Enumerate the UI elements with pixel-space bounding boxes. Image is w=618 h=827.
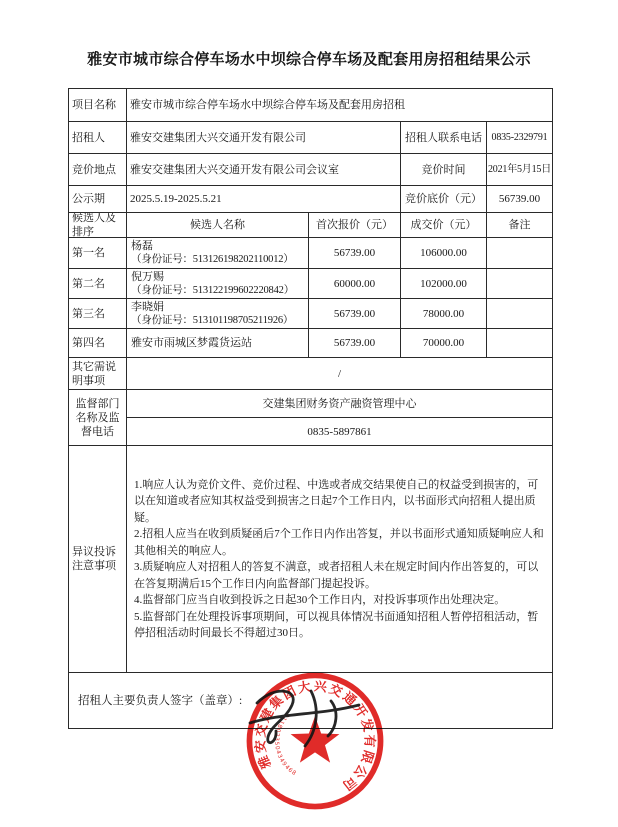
floor-price-label: 竞价底价（元）: [401, 186, 487, 213]
first-offer-header: 首次报价（元）: [309, 213, 401, 238]
candidate-name-cell: [127, 269, 309, 299]
candidate-deal-price: 102000.00: [401, 269, 487, 299]
objection-label: 异议投诉注意事项: [69, 446, 127, 673]
candidate-name-cell: [127, 299, 309, 329]
handwritten-signature: [247, 683, 375, 753]
publicity-value: 2025.5.19-2025.5.21: [127, 186, 401, 213]
lessor-label: 招租人: [69, 122, 127, 154]
lessor-phone-label: 招租人联系电话: [401, 122, 487, 154]
objection-item: 3.质疑响应人对招租人的答复不满意，或者招租人未在规定时间内作出答复的，可以在答复期满后15个工作日内向监督部门提起投诉。: [134, 561, 539, 590]
signature-stroke: [250, 705, 359, 723]
candidate-first-offer: 56739.00: [309, 299, 401, 329]
supervision-phone: 0835-5897861: [127, 418, 553, 446]
candidate-deal-price: 70000.00: [401, 329, 487, 358]
candidate-remark: [487, 299, 553, 329]
candidate-rank: 第四名: [69, 329, 127, 358]
candidate-deal-price: 106000.00: [401, 238, 487, 269]
document-title: 雅安市城市综合停车场水中坝综合停车场及配套用房招租结果公示: [87, 52, 531, 68]
remark-header: 备注: [487, 213, 553, 238]
seal-number-text: 5118023504349468: [273, 711, 298, 778]
candidate-deal-price: 78000.00: [401, 299, 487, 329]
candidate-first-offer: 56739.00: [309, 238, 401, 269]
supervision-label: 监督部门名称及监督电话: [69, 390, 127, 446]
rank-header: 候选人及排序: [69, 213, 127, 238]
objection-item: 1.响应人认为竞价文件、竞价过程、中选或者成交结果使自己的权益受到损害的，可以在知道或者应知其权益受到损害之日起7个工作日内，以书面形式向招租人提出质疑。: [134, 478, 539, 524]
deal-price-header: 成交价（元）: [401, 213, 487, 238]
objection-item: 4.监督部门应当自收到投诉之日起30个工作日内，对投诉事项作出处理决定。: [134, 594, 506, 606]
candidate-name: 李晓娟: [131, 300, 164, 313]
result-table: [68, 88, 553, 729]
candidate-name-cell: [127, 238, 309, 269]
candidate-remark: [487, 238, 553, 269]
floor-price-value: 56739.00: [487, 186, 553, 213]
candidate-first-offer: 56739.00: [309, 329, 401, 358]
candidate-rank: 第三名: [69, 299, 127, 329]
supervision-dept: 交建集团财务资产融资管理中心: [127, 390, 553, 418]
candidate-id: （身份证号：513126198202110012）: [131, 254, 294, 265]
project-name-value: 雅安市城市综合停车场水中坝综合停车场及配套用房招租: [127, 89, 553, 122]
candidate-id: （身份证号：513101198705211926）: [131, 314, 294, 326]
candidate-rank: 第一名: [69, 238, 127, 269]
project-name-label: 项目名称: [69, 89, 127, 122]
candidate-rank: 第二名: [69, 269, 127, 299]
candidate-first-offer: 60000.00: [309, 269, 401, 299]
objection-item: 5.监督部门在处理投诉事项期间，可以视具体情况书面通知招租人暂停招租活动，暂停招租活动时间最长不得超过30日。: [134, 610, 539, 639]
candidate-name-cell: [127, 329, 309, 358]
candidate-name-header: 候选人名称: [127, 213, 309, 238]
other-notes-label: 其它需说明事项: [69, 358, 127, 390]
objection-notes: [127, 446, 553, 673]
bid-time-label: 竞价时间: [401, 154, 487, 186]
lessor-value: 雅安交建集团大兴交通开发有限公司: [127, 122, 401, 154]
signature-stroke: [328, 701, 336, 736]
candidate-name: 雅安市雨城区梦霞货运站: [131, 337, 252, 349]
seal-company-text: 雅安交建集团大兴交通开发有限公司: [253, 679, 377, 794]
candidate-remark: [487, 269, 553, 299]
candidate-name: 倪万赐: [131, 270, 164, 283]
objection-item: 2.招租人应当在收到质疑函后7个工作日内作出答复，并以书面形式通知质疑响应人和其他相关的响应人。: [134, 528, 544, 557]
candidate-remark: [487, 329, 553, 358]
bid-time-value: 2021年5月15日: [487, 154, 553, 186]
venue-value: 雅安交建集团大兴交通开发有限公司会议室: [127, 154, 401, 186]
other-notes-value: /: [127, 358, 553, 390]
publicity-label: 公示期: [69, 186, 127, 213]
venue-label: 竞价地点: [69, 154, 127, 186]
candidate-id: （身份证号：513122199602220842）: [131, 284, 294, 296]
signature-stroke: [305, 691, 316, 746]
signature-row: 招租人主要负责人签字（盖章）:: [69, 673, 553, 729]
lessor-phone-value: 0835-2329791: [487, 122, 553, 154]
candidate-name: 杨磊: [131, 240, 153, 252]
